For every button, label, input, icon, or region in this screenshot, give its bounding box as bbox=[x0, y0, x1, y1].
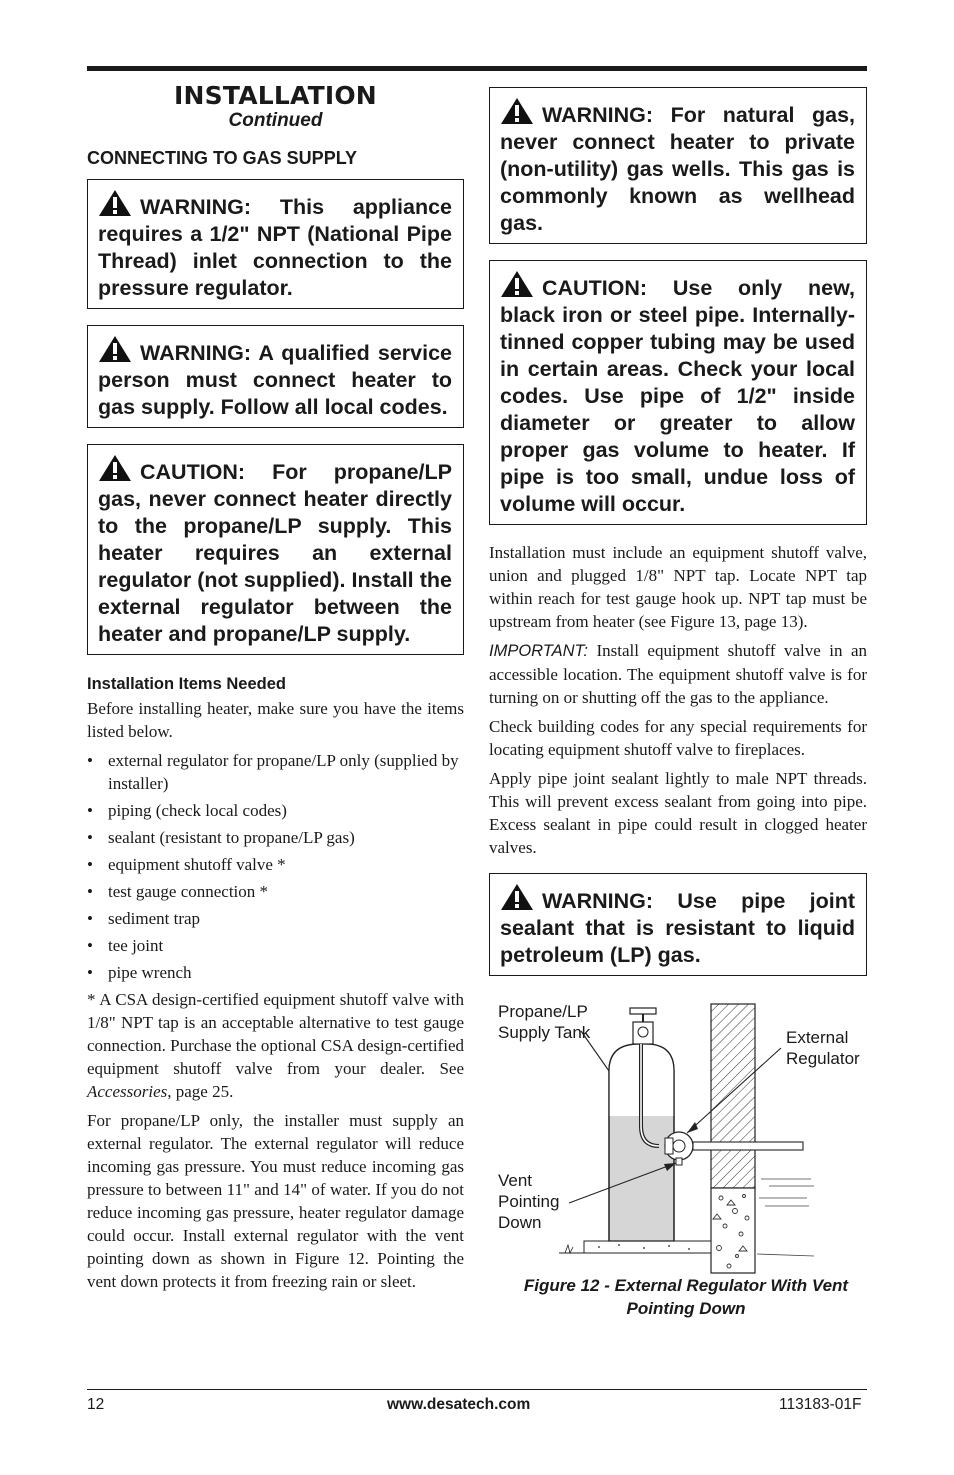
list-item: • external regulator for propane/LP only (supplied by installer) bbox=[87, 751, 459, 793]
label-external-regulator: External Regulator bbox=[786, 1028, 860, 1068]
figure-12 bbox=[489, 986, 867, 1276]
warning-triangle-icon bbox=[500, 883, 534, 911]
warning-text-qualified: WARNING: A qualified service person must connect heater to gas supply. Follow all local codes. bbox=[98, 341, 452, 419]
warning-box-qualified bbox=[87, 325, 464, 428]
important-paragraph: IMPORTANT: Install equipment shutoff valve in an accessible location. The equipment shutoff valve is for turning on or shutting off the gas to the appliance. bbox=[489, 641, 867, 707]
shutoff-paragraph: Installation must include an equipment shutoff valve, union and plugged 1/8" NPT tap. Locate NPT tap within reach for test gauge hook up. NPT tap must be upstream from heater (see Figure 13, page 13). bbox=[489, 543, 867, 631]
caution-text-pipe: CAUTION: Use only new, black iron or steel pipe. Internally-tinned copper tubing may be used in certain areas. Check your local codes. Use pipe of 1/2" inside diameter or greater to allow proper gas volume to heater. If pipe is too small, undue loss of volume will occur. bbox=[500, 276, 855, 516]
left-column bbox=[87, 82, 464, 1299]
accessories-reference: Accessories bbox=[87, 1082, 168, 1101]
list-item: • equipment shutoff valve * bbox=[87, 855, 286, 874]
caution-box-pipe bbox=[489, 260, 867, 525]
figure-caption: Figure 12 - External Regulator With Vent Pointing Down bbox=[523, 1276, 849, 1318]
warning-triangle-icon bbox=[98, 189, 132, 217]
caution-box-propane bbox=[87, 444, 464, 655]
caution-text-propane: CAUTION: For propane/LP gas, never connect heater directly to the propane/LP supply. This heater requires an external regulator (not supplied). Install the external regulator between the heater and propane/LP supply. bbox=[98, 460, 452, 646]
footer-url[interactable]: www.desatech.com bbox=[387, 1396, 531, 1413]
items-needed-heading: Installation Items Needed bbox=[87, 675, 286, 693]
propane-paragraph: For propane/LP only, the installer must supply an external regulator. The external regulator will reduce incoming gas pressure. You must reduce incoming gas pressure to between 11" and 14" of water. If you do not reduce incoming gas pressure, heater regulator damage could occur. Install external regulator with the vent pointing down as shown in Figure 12. Pointing the vent down protects it from freezing rain or sleet. bbox=[87, 1111, 464, 1291]
right-column bbox=[489, 87, 867, 1320]
concrete-pad bbox=[584, 1241, 711, 1253]
warning-box-natural-gas bbox=[489, 87, 867, 244]
list-item: • sediment trap bbox=[87, 909, 201, 928]
list-item: • pipe wrench bbox=[87, 963, 192, 982]
items-needed-intro: Before installing heater, make sure you have the items listed below. bbox=[87, 699, 464, 741]
regulator-vent bbox=[676, 1158, 682, 1165]
supply-pipe bbox=[693, 1142, 803, 1150]
label-vent-pointing-down: Vent Pointing Down bbox=[498, 1171, 560, 1232]
warning-text-natural-gas: WARNING: For natural gas, never connect heater to private (non-utility) gas wells. This gas is commonly known as wellhead gas. bbox=[500, 103, 855, 235]
sealant-paragraph: Apply pipe joint sealant lightly to male NPT threads. This will prevent excess sealant from going into pipe. Excess sealant in pipe could result in clogged heater valves. bbox=[489, 769, 867, 857]
csa-note: * A CSA design-certified equipment shutoff valve with 1/8" NPT tap is an acceptable alternative to test gauge connection. Purchase the optional CSA design-certified equipment shutoff valve from your dealer. See Accessories, page 25. bbox=[87, 990, 464, 1101]
warning-triangle-icon bbox=[98, 335, 132, 363]
wall-hatched bbox=[711, 1004, 755, 1188]
warning-triangle-icon bbox=[500, 97, 534, 125]
page-number: 12 bbox=[87, 1396, 105, 1413]
items-list bbox=[87, 749, 464, 984]
warning-triangle-icon bbox=[500, 270, 534, 298]
warning-box-sealant bbox=[489, 873, 867, 976]
warning-box-npt bbox=[87, 179, 464, 309]
section-subtitle: Continued bbox=[228, 110, 323, 131]
connecting-heading: CONNECTING TO GAS SUPPLY bbox=[87, 148, 358, 168]
warning-text-sealant: WARNING: Use pipe joint sealant that is resistant to liquid petroleum (LP) gas. bbox=[500, 889, 855, 967]
list-item: • test gauge connection * bbox=[87, 882, 269, 901]
important-label: IMPORTANT: bbox=[489, 642, 588, 660]
top-rule bbox=[87, 66, 867, 71]
warning-text-npt: WARNING: This appliance requires a 1/2" NPT (National Pipe Thread) inlet connection to the pressure regulator. bbox=[98, 195, 452, 300]
building-codes-paragraph: Check building codes for any special requirements for locating equipment shutoff valve to fireplaces. bbox=[489, 717, 867, 759]
list-item: • tee joint bbox=[87, 936, 164, 955]
list-item: • piping (check local codes) bbox=[87, 801, 287, 820]
bottom-rule bbox=[87, 1389, 867, 1390]
foundation bbox=[711, 1188, 755, 1273]
list-item: • sealant (resistant to propane/LP gas) bbox=[87, 828, 355, 847]
document-code: 113183-01F bbox=[779, 1396, 862, 1413]
section-title: INSTALLATION bbox=[174, 81, 377, 110]
warning-triangle-icon bbox=[98, 454, 132, 482]
label-supply-tank: Propane/LP Supply Tank bbox=[498, 1002, 591, 1042]
